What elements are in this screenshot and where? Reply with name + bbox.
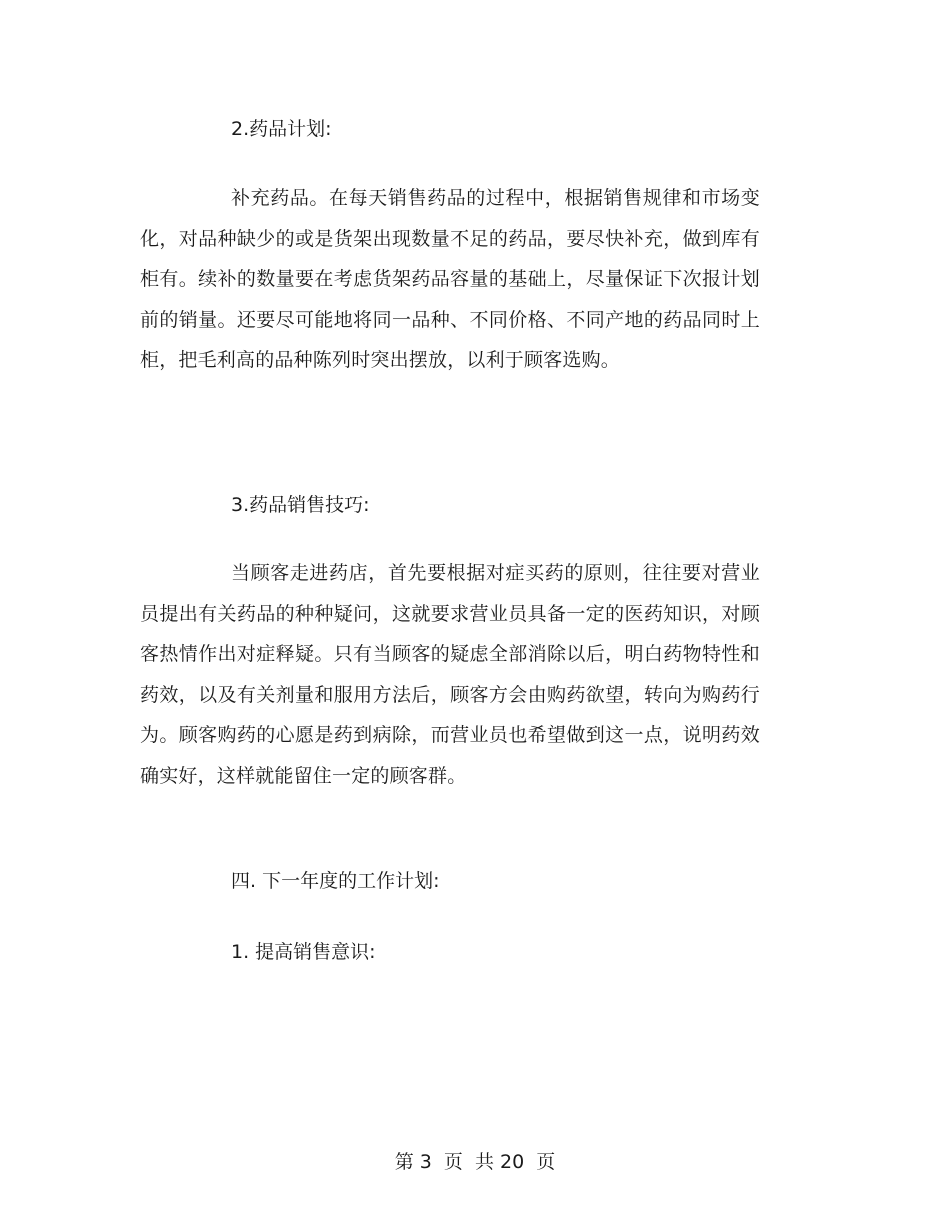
page-number-footer: 第 3 页 共 20 页	[394, 1151, 556, 1173]
section-heading-sales-skills: 3.药品销售技巧:	[231, 494, 370, 516]
section-heading-drug-plan: 2.药品计划:	[231, 118, 332, 140]
subsection-heading-sales-awareness: 1. 提高销售意识:	[231, 941, 376, 963]
paragraph-sales-skills: 当顾客走进药店，首先要根据对症买药的原则，往往要对营业员提出有关药品的种种疑问，这就要求营业员具备一定的医药知识，对顾客热情作出对症释疑。只有当顾客的疑虑全部消除以后，明白药物特性和药效，以及有关剂量和服用方法后，顾客方会由购药欲望，转向为购药行为。顾客购药的心愿是药到病除，而营业员也希望做到这一点，说明药效确实好，这样就能留住一定的顾客群。	[140, 562, 760, 787]
paragraph-drug-plan: 补充药品。在每天销售药品的过程中，根据销售规律和市场变化，对品种缺少的或是货架出现数量不足的药品，要尽快补充，做到库有柜有。续补的数量要在考虑货架药品容量的基础上，尽量保证下次报计划前的销量。还要尽可能地将同一品种、不同价格、不同产地的药品同时上柜，把毛利高的品种陈列时突出摆放，以利于顾客选购。	[140, 187, 760, 371]
section-heading-next-year-plan: 四. 下一年度的工作计划:	[231, 870, 440, 892]
